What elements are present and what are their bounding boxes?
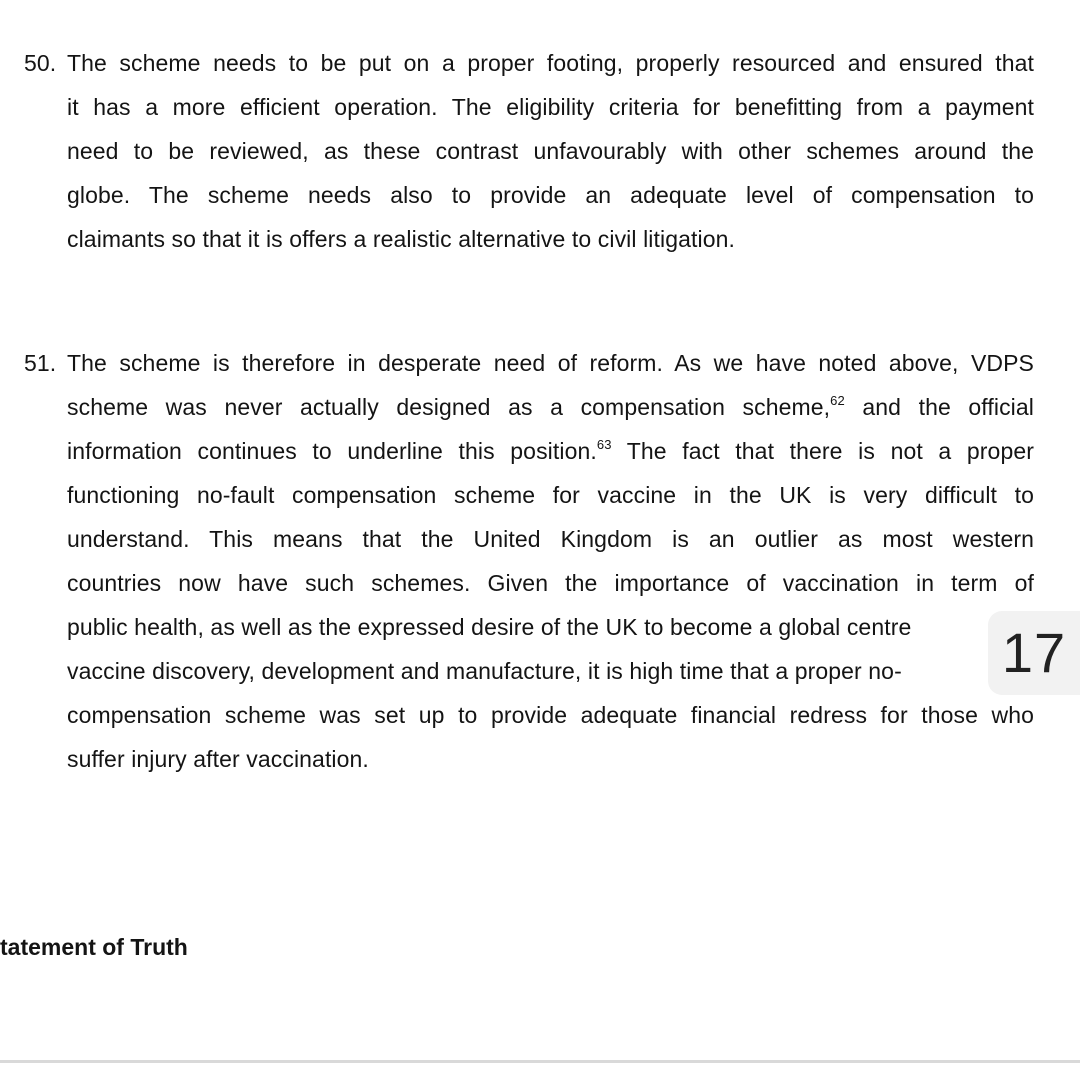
- footnote-63-ref: 63: [596, 437, 612, 452]
- text-line: The scheme is therefore in desperate need of reform. As we have noted above, VDPS: [67, 350, 1034, 376]
- text-line: globe. The scheme needs also to provide an adequate level of compensation to: [67, 182, 1034, 208]
- text-line: vaccine discovery, development and manufacture, it is high time that a proper no-: [67, 658, 902, 684]
- text-line: countries now have such schemes. Given the importance of vaccination in term of: [67, 570, 1034, 596]
- text-line: public health, as well as the expressed desire of the UK to become a global centre: [67, 614, 912, 640]
- page-bottom-divider: [0, 1060, 1080, 1063]
- section-heading: tatement of Truth: [0, 934, 188, 960]
- text-segment: The fact that there is not a proper: [611, 438, 1034, 464]
- paragraph-body: [67, 41, 1034, 261]
- text-line: need to be reviewed, as these contrast unfavourably with other schemes around the: [67, 138, 1034, 164]
- text-segment: scheme was never actually designed as a compensation scheme,: [67, 394, 831, 420]
- page-number-badge: [988, 611, 1080, 695]
- text-line: suffer injury after vaccination.: [67, 746, 369, 772]
- footnote-62-ref: 62: [830, 393, 845, 408]
- text-line: claimants so that it is offers a realistic alternative to civil litigation.: [67, 226, 735, 252]
- text-segment: information continues to underline this position.: [67, 438, 597, 464]
- text-line: functioning no-fault compensation scheme for vaccine in the UK is very difficult to: [67, 482, 1034, 508]
- page-number: 17: [1001, 621, 1067, 684]
- text-segment: and the official: [844, 394, 1034, 420]
- paragraph-number: 50.: [24, 50, 57, 76]
- text-line: The scheme needs to be put on a proper footing, properly resourced and ensured that: [67, 50, 1034, 76]
- text-line: understand. This means that the United Kingdom is an outlier as most western: [67, 526, 1034, 552]
- text-line: compensation scheme was set up to provide adequate financial redress for those who: [67, 702, 1034, 728]
- paragraph-number: 51.: [24, 350, 57, 376]
- text-line: it has a more efficient operation. The eligibility criteria for benefitting from a payment: [67, 94, 1034, 120]
- text-line-with-footnote: [67, 429, 1034, 473]
- paragraph-body: [67, 341, 1034, 781]
- text-line-with-footnote: [67, 385, 1034, 429]
